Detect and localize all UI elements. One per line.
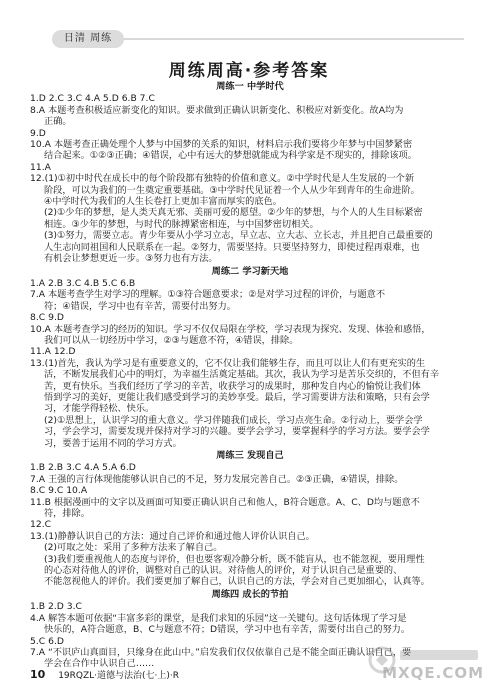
answer-line: (3)①努力，需要立志。青少年要从小学习立志，早立志、立大志、立长志，并且把自己最重要的	[44, 230, 433, 242]
answer-line: 悟到学习的美好，更能让我们感受到学习的美妙享受。最后，学习需要讲方法和策略，只有会学	[44, 391, 430, 403]
section-heading: 周练二 学习新天地	[211, 265, 289, 277]
answer-line: 正确。	[44, 116, 72, 128]
section-heading: 周练四 成长的节拍	[211, 588, 289, 600]
answer-line: 4.A 解答本题可依据“丰富多彩的课堂，是我们求知的乐园”这一关键句。这句话体现了学习是	[30, 612, 407, 624]
answer-line: 不能忽视他人的评价。我们要更加了解自己，认识自己的方法，学会对自己更加细心，认真等。	[44, 576, 430, 588]
answer-line: 8.C 9.D	[30, 312, 64, 324]
answer-line: 活，不断发展我们心中的明灯，为幸福生活奠定基础。其次，我认为学习是苦乐交织的，不但有辛	[44, 369, 440, 381]
answer-line: 的心态对待他人的评价，调整对自己的认识。对待他人的评价，对于认识自己是重要的、	[44, 565, 403, 577]
answer-line: 1.A 2.B 3.C 4.B 5.C 6.B	[30, 277, 136, 289]
answer-line: 结合起来。①②③正确；④错误，心中有远大的梦想就能成为科学家是不现实的，排除该项。	[44, 150, 417, 162]
answer-line: ④中学时代为我们的人生长卷打上更加丰富而厚实的底色。	[44, 196, 282, 208]
answer-line: 13.(1)静静认识自己的方法：通过自己评价和通过他人评价认识自己。	[30, 530, 315, 542]
section-heading: 周练三 发现自己	[216, 450, 284, 461]
answer-line: 8.C 9.C 10.A	[30, 485, 88, 497]
answer-line: 习，要善于运用不同的学习方式。	[44, 437, 182, 449]
answer-line: 苦，更有快乐。当我们经历了学习的辛苦，收获学习的成果时，那种发自内心的愉悦让我们体	[44, 380, 421, 392]
answer-line: 11.A 12.D	[30, 346, 76, 358]
answer-line: 10.A 本题考查学习的经历的知识。学习不仅仅局限在学校，学习表现为探究、发现、体验和感悟，	[30, 323, 431, 335]
answer-line: 习，才能学得轻松、快乐。	[44, 403, 155, 415]
answer-line: (2)可取之处：采用了多种方法来了解自己。	[44, 542, 223, 554]
answer-line: 阶段，可以为我们的一生奠定重要基础。③中学时代见证着一个人从少年到青年的生命进阶。	[44, 184, 420, 196]
answer-line: 1.D 2.C 3.C 4.A 5.D 6.B 7.C	[30, 93, 155, 105]
answer-line: 7.A “不识庐山真面目，只缘身在此山中。”启发我们仅仅依靠自己是不能全面正确认识自己，要	[30, 646, 412, 658]
answer-line: 11.A	[30, 161, 51, 173]
answer-line: 符，排除。	[44, 508, 90, 520]
header-rule	[124, 38, 464, 40]
answer-line: 8.A 本题考查积极适应新变化的知识。要求做到正确认识新变化、积极应对新变化。故A均为	[30, 104, 404, 116]
answer-line: 有机会让梦想更近一步。③努力也有方法。	[44, 253, 218, 265]
page-title: 周练周高·参考答案	[168, 61, 330, 81]
answer-line: 习，学会学习，需要发现并保持对学习的兴趣。要学会学习，要掌握科学的学习方法。要学会学	[44, 426, 430, 438]
answer-line: 12.(1)①初中时代在成长中的每个阶段都有独特的价值和意义。②中学时代是人生发展的一个新	[30, 173, 415, 185]
answer-line: 12.C	[30, 519, 52, 531]
answer-line: 1.B 2.D 3.C	[30, 601, 82, 613]
answer-line: 11.B 根据漫画中的文字以及画面可知要正确认识自己和他人，B符合题意。A、C、D均与题意不	[30, 496, 420, 508]
answer-line: 10.A 本题考查正确处理个人梦与中国梦的关系的知识，材料启示我们要将少年梦与中国梦紧密	[30, 139, 413, 151]
answer-line: 符；④错误，学习中也有辛苦，需要付出努力。	[44, 300, 236, 312]
answer-line: 我们可以从一切经历中学习，②③与题意不符，④错误，排除。	[44, 334, 299, 346]
watermark-text: MXQE.COM	[382, 664, 484, 682]
answer-line: (2)①少年的梦想，是人类天真无邪、美丽可爱的愿望。②少年的梦想，与个人的人生目标紧密	[44, 207, 423, 219]
answer-line: 7.A 本题考查学生对学习的理解。①③符合题意要求；②是对学习过程的评价，与题意不	[30, 289, 386, 301]
answer-content	[30, 80, 470, 670]
page-number: 10	[30, 668, 46, 681]
answer-line: 相连。③少年的梦想，与时代的脉搏紧密相连，与中国梦密切相关。	[44, 218, 319, 230]
answer-line: 人生志向同祖国和人民联系在一起。②努力，需要坚持。只要坚持努力，即使过程再艰难，也	[44, 241, 420, 253]
answer-line: 13.(1)首先，我认为学习是有重要意义的，它不仅让我们能够生存，而且可以让人们有更充实的生	[30, 357, 426, 369]
answer-line: 快乐的，A符合题意，B、C与题意不符；D错误，学习中也有辛苦，需要付出自己的努力。	[44, 624, 411, 636]
answer-line: (2)①思想上，认识学习的重大意义。学习伴随我们成长，学习点亮生命。②行动上，要学会学	[44, 414, 423, 426]
answer-line: 5.C 6.D	[30, 635, 64, 647]
answer-line: (3)我们要重视他人的态度与评价，但也要客观冷静分析，既不能盲从，也不能忽视，要用理性	[44, 553, 425, 565]
answer-line: 7.A 王强的言行体现他能够认识自己的不足，努力发展完善自己。②③正确，④错误，排除。	[30, 473, 404, 485]
answer-line: 1.B 2.B 3.C 4.A 5.A 6.D	[30, 462, 136, 474]
course-code: 19RQZL·道德与法治(七·上)·R	[58, 671, 180, 681]
section-heading: 周练一 中学时代	[216, 81, 284, 92]
answer-line: 9.D	[30, 127, 46, 139]
page-footer	[30, 668, 179, 681]
answer-line: 学会在合作中认识自己……	[44, 658, 155, 670]
header-tab: 日清 周练	[52, 30, 124, 48]
